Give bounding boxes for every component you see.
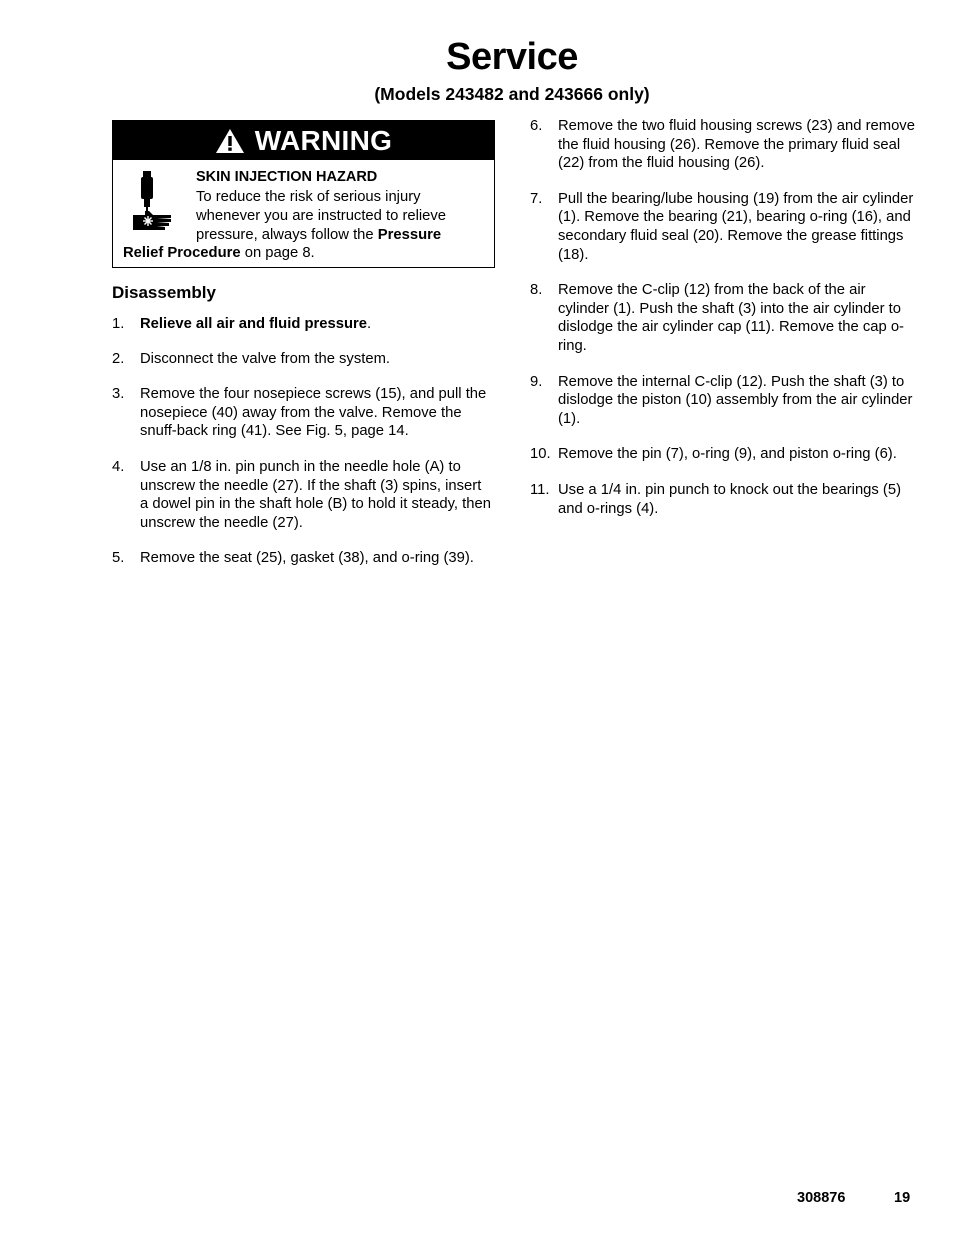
hazard-text-bold: Pressure — [377, 227, 442, 243]
step-text: Remove the pin (7), o-ring (9), and piston o-ring (6). — [558, 446, 897, 463]
section-heading-disassembly: Disassembly — [112, 283, 216, 302]
step-text: Remove the two fluid housing screws (23) and remove the fluid housing (26). Remove the primary fluid seal (22) from the fluid housing (26). — [558, 118, 915, 172]
warning-triangle-icon — [215, 128, 245, 154]
step-text: Remove the seat (25), gasket (38), and o-ring (39). — [140, 550, 474, 567]
step-number: 9. — [530, 373, 543, 390]
step-text: . — [366, 316, 372, 332]
step-text: Remove the internal C-clip (12). Push the shaft (3) to dislodge the piston (10) assembly from the air cylinder (1). — [558, 373, 913, 427]
step-number: 10. — [530, 446, 551, 463]
step-number: 3. — [112, 386, 125, 403]
step-item — [530, 190, 920, 264]
step-item — [530, 445, 920, 464]
step-text: Remove the C-clip (12) from the back of the air cylinder (1). Push the shaft (3) into the air cylinder to dislodge the air cylinder cap (11). Remove the cap o-ring. — [558, 282, 904, 354]
warning-label: WARNING — [254, 124, 393, 156]
page-title: Service — [446, 36, 578, 78]
step-number: 2. — [112, 350, 125, 367]
step-item — [112, 385, 492, 441]
step-number: 5. — [112, 550, 125, 567]
step-item — [530, 373, 920, 429]
step-text: Remove the four nosepiece screws (15), and pull the nosepiece (40) away from the valve. Remove the snuff-back ring (41). See Fig. 5, page 14. — [140, 386, 487, 440]
step-number: 7. — [530, 190, 543, 207]
hazard-text-part1: To reduce the risk of serious injury whenever you are instructed to relieve pressure, always follow the — [196, 189, 447, 243]
steps-column-left — [112, 315, 492, 568]
step-text: Use a 1/4 in. pin punch to knock out the bearings (5) and o-rings (4). — [558, 481, 902, 517]
steps-column-right — [530, 117, 920, 518]
hazard-title: SKIN INJECTION HAZARD — [196, 169, 378, 185]
step-item — [112, 315, 492, 334]
step-text: Pull the bearing/lube housing (19) from the air cylinder (1). Remove the bearing (21), bearing o-ring (16), and secondary fluid seal (20). Remove the grease fittings (18). — [558, 190, 914, 263]
hazard-text-continued — [123, 244, 493, 263]
step-bold-text: Relieve all air and fluid pressure — [140, 316, 367, 332]
step-item — [112, 549, 492, 568]
step-number: 11. — [530, 481, 550, 498]
page-subtitle: (Models 243482 and 243666 only) — [374, 84, 650, 104]
step-number: 4. — [112, 458, 125, 475]
step-item — [530, 481, 920, 518]
document-number: 308876 — [797, 1190, 846, 1206]
hazard-text-part2: on page 8. — [240, 245, 315, 261]
step-number: 8. — [530, 282, 543, 299]
step-text: Disconnect the valve from the system. — [140, 350, 391, 367]
step-item — [530, 281, 920, 355]
step-item — [112, 458, 492, 532]
warning-box — [112, 120, 495, 268]
step-item — [112, 350, 492, 369]
warning-header — [113, 121, 494, 160]
step-number: 1. — [112, 316, 125, 332]
hazard-text — [196, 188, 486, 245]
page-number: 19 — [894, 1190, 911, 1206]
hazard-text-bold2: Relief Procedure — [123, 245, 241, 261]
step-number: 6. — [530, 118, 543, 134]
skin-injection-icon — [131, 171, 175, 235]
step-item — [530, 117, 920, 173]
step-text: Use an 1/8 in. pin punch in the needle hole (A) to unscrew the needle (27). If the shaft (3) spins, insert a dowel pin in the shaft hole (B) to hold it steady, then unscrew the needle (27). — [140, 458, 491, 531]
